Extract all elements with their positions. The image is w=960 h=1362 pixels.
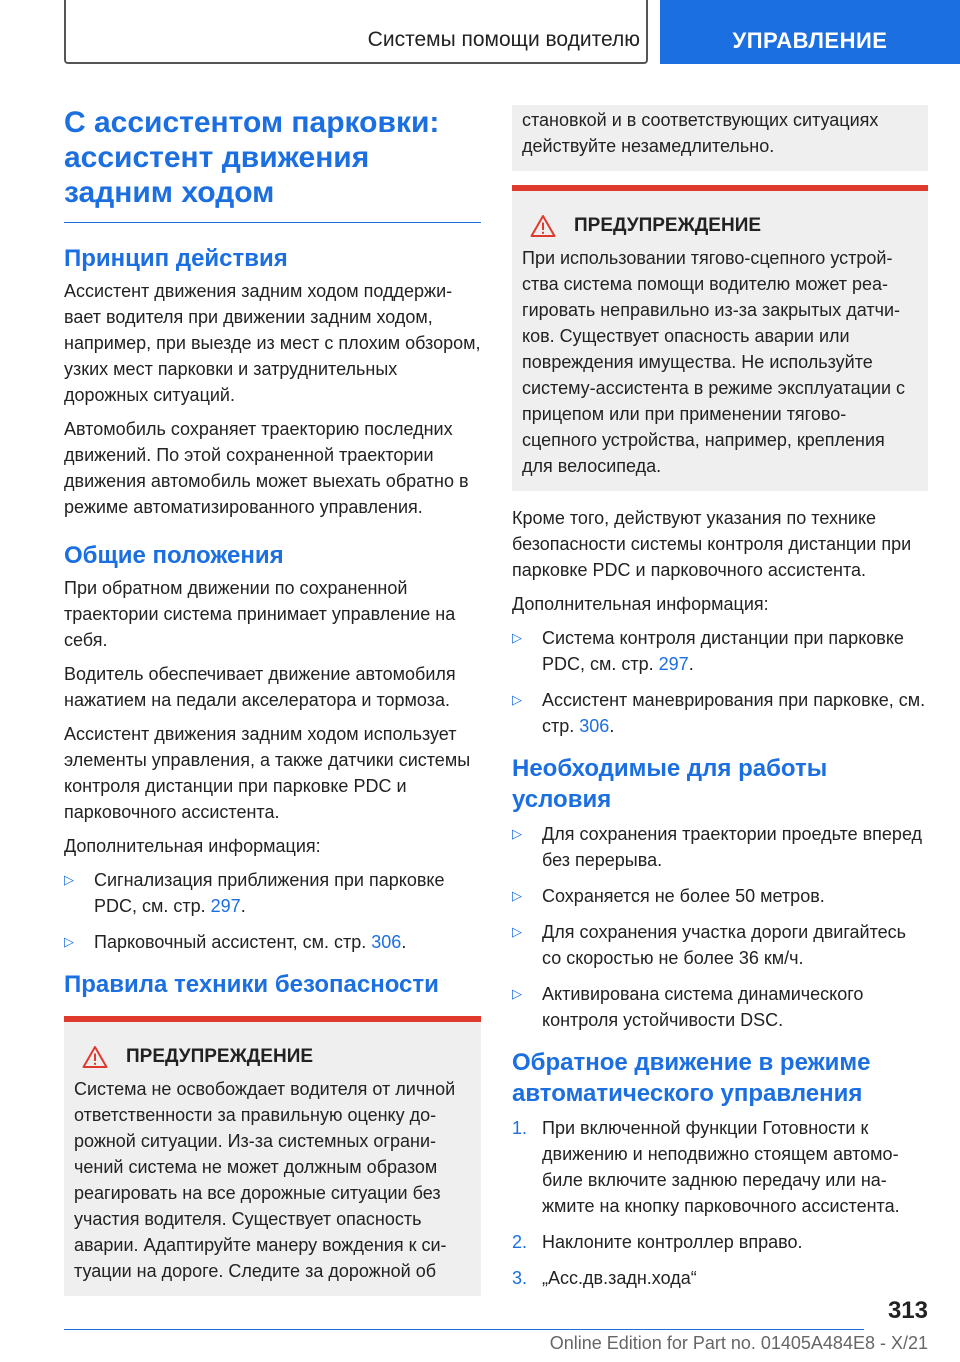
list-item-text: Для сохранения траектории проедьте вперед без перерыва. — [542, 824, 923, 870]
step-item — [512, 1265, 928, 1291]
triangle-right-icon: ▷ — [512, 986, 522, 1001]
list-item-end: . — [688, 654, 694, 674]
warning-text: При использовании тягово-сцепного устройства система помощи водителю может реагировать неправильно из-за закрытых датчиков. Существует опасность аварии или повреждения имущества. Не используйте систему-ассистента в режиме эксплуатации с прицепом или при применении тягово-сцепного устройства, например, крепления для велосипеда. — [522, 248, 906, 476]
triangle-right-icon: ▷ — [512, 630, 522, 645]
list-item-text: Сигнализация приближения при парковке PDC, см. стр. — [94, 870, 445, 916]
step-item — [512, 1115, 928, 1219]
right-column — [512, 105, 928, 1301]
list-item-text: Сохраняется не более 50 метров. — [542, 886, 825, 906]
list-item — [512, 919, 928, 971]
warning-text: становкой и в соответствующих ситуациях действуйте незамедлительно. — [522, 110, 879, 156]
list-item — [512, 625, 928, 677]
page-link-306[interactable]: 306 — [579, 716, 610, 736]
paragraph: Дополнительная информация: — [64, 836, 321, 856]
step-number: 1. — [512, 1118, 528, 1138]
list-item-end: . — [240, 896, 246, 916]
warning-title — [74, 1044, 471, 1070]
triangle-right-icon: ▷ — [512, 924, 522, 939]
steps-list — [512, 1115, 928, 1291]
warning-box — [512, 185, 928, 491]
page-number: 313 — [887, 1297, 928, 1324]
requirements-list — [512, 821, 928, 1033]
triangle-right-icon: ▷ — [512, 826, 522, 841]
heading-general: Общие положения — [64, 542, 284, 569]
list-item — [64, 929, 481, 955]
triangle-right-icon: ▷ — [64, 872, 74, 887]
footer-edition: Online Edition for Part no. 01405A484E8 - X/21 — [549, 1333, 928, 1353]
triangle-right-icon: ▷ — [512, 692, 522, 707]
list-item-text: Активирована система динамического контроля устойчивости DSC. — [542, 984, 864, 1030]
footer-divider — [64, 1329, 864, 1330]
list-item-text: Ассистент маневрирования при парковке, см. стр. — [542, 690, 926, 736]
header-chapter-tab[interactable]: УПРАВЛЕНИЕ — [660, 0, 960, 64]
step-item — [512, 1229, 928, 1255]
list-item — [64, 867, 481, 919]
list-item-end: . — [401, 932, 407, 952]
paragraph: Автомобиль сохраняет траекторию последних движений. По этой сохраненной траектории движения автомобиль может выехать обратно в режиме автоматизированного управления. — [64, 419, 469, 517]
heading-requirements: Необходимые для работы условия — [512, 755, 828, 813]
list-item — [512, 821, 928, 873]
paragraph: Ассистент движения задним ходом поддерживает водителя при движении задним ходом, например, при выезде из мест с плохим обзором, узких мест парковки и затруднительных дорожных ситуаций. — [64, 281, 481, 405]
step-number: 3. — [512, 1268, 528, 1288]
warning-title-text: ПРЕДУПРЕЖДЕНИЕ — [574, 215, 762, 236]
warning-icon — [530, 214, 556, 238]
step-text: При включенной функции Готовности к движению и неподвижно стоящем автомобиле включите заднюю передачу или нажмите на кнопку парковочного ассистента. — [542, 1118, 900, 1216]
paragraph: Ассистент движения задним ходом использует элементы управления, а также датчики системы контроля дистанции при парковке PDC и парковочного ассистента. — [64, 724, 471, 822]
list-item — [512, 687, 928, 739]
list-item-text: Система контроля дистанции при парковке PDC, см. стр. — [542, 628, 904, 674]
page-link-306[interactable]: 306 — [371, 932, 402, 952]
list-item-text: Для сохранения участка дороги двигайтесь со скоростью не более 36 км/ч. — [542, 922, 907, 968]
page-link-297[interactable]: 297 — [210, 896, 241, 916]
header-section-title: Системы помощи водителю — [367, 28, 640, 51]
step-text: „Асс.дв.задн.хода“ — [542, 1268, 697, 1288]
paragraph: Дополнительная информация: — [512, 594, 769, 614]
warning-box — [64, 1016, 481, 1296]
list-item-end: . — [609, 716, 615, 736]
list-item-text: Парковочный ассистент, см. стр. — [94, 932, 372, 952]
list-item — [512, 981, 928, 1033]
heading-auto-reverse: Обратное движение в режиме автоматического управления — [512, 1049, 871, 1107]
triangle-right-icon: ▷ — [64, 934, 74, 949]
left-column — [64, 105, 481, 1296]
page-title: С ассистентом парковки: ассистент движения задним ходом — [64, 105, 481, 223]
warning-box-continued — [512, 105, 928, 171]
step-text: Наклоните контроллер вправо. — [542, 1232, 803, 1252]
triangle-right-icon: ▷ — [512, 888, 522, 903]
warning-title-text: ПРЕДУПРЕЖДЕНИЕ — [126, 1046, 314, 1067]
warning-icon — [82, 1045, 108, 1069]
list-item — [512, 883, 928, 909]
heading-safety: Правила техники безопасности — [64, 971, 439, 998]
paragraph: Кроме того, действуют указания по технике безопасности системы контроля дистанции при парковке PDC и парковочного ассистента. — [512, 508, 912, 580]
warning-text: Система не освобождает водителя от личной ответственности за правильную оценку дорожной ситуации. Из-за системных ограничений система не может должным образом реагировать на все дорожные ситуации без участия водителя. Существует опасность аварии. Адаптируйте манеру вождения к ситуации на дороге. Следите за дорожной об — [74, 1079, 456, 1281]
info-list — [64, 867, 481, 955]
paragraph: Водитель обеспечивает движение автомобиля нажатием на педали акселератора и тормоза. — [64, 664, 456, 710]
page-link-297[interactable]: 297 — [658, 654, 689, 674]
info-list — [512, 625, 928, 739]
warning-title — [522, 213, 918, 239]
step-number: 2. — [512, 1232, 528, 1252]
heading-principle: Принцип действия — [64, 245, 288, 272]
paragraph: При обратном движении по сохраненной траектории система принимает управление на себя. — [64, 578, 456, 650]
